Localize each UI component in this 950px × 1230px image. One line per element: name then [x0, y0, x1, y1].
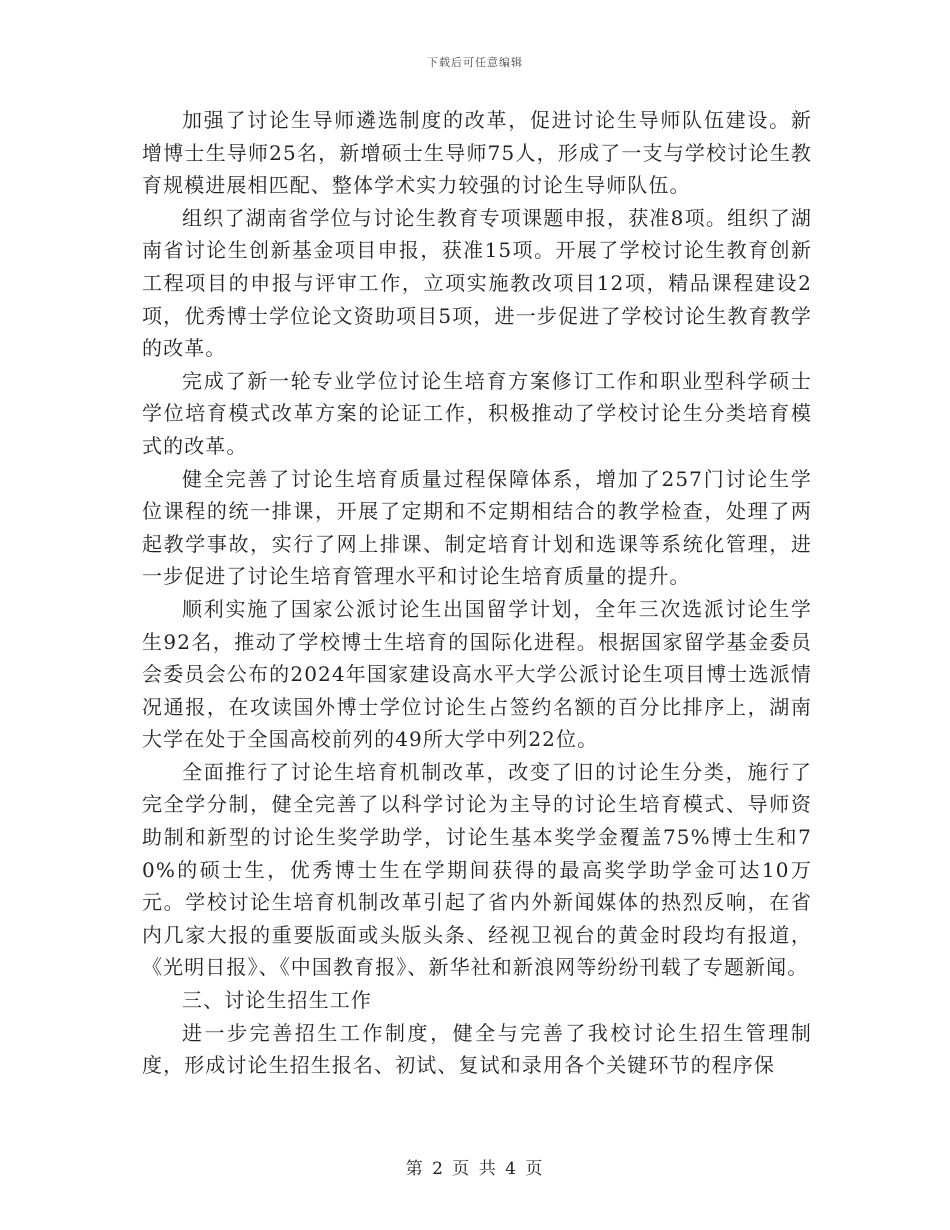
paragraph-mechanism-reform: 全面推行了讨论生培育机制改革，改变了旧的讨论生分类，施行了完全学分制，健全完善了以科学讨论为主导的讨论生培育模式、导师资助制和新型的讨论生奖学助学，讨论生基本奖学金覆盖75%博士生和70%的硕士生，优秀博士生在学期间获得的最高奖学助学金可达10万元。学校讨论生培育机制改革引起了省内外新闻媒体的热烈反响，在省内几家大报的重要版面或头版头条、经视卫视台的黄金时段均有报道，《光明日报》、《中国教育报》、新华社和新浪网等纷纷刊载了专题新闻。: [142, 759, 812, 980]
paragraph-quality-assurance: 健全完善了讨论生培育质量过程保障体系，增加了257门讨论生学位课程的统一排课，开展了定期和不定期相结合的教学检查，处理了两起教学事故，实行了网上排课、制定培育计划和选课等系统化管理，进一步促进了讨论生培育管理水平和讨论生培育质量的提升。: [142, 466, 812, 589]
document-body: [142, 104, 812, 1082]
paragraph-training-program-revision: 完成了新一轮专业学位讨论生培育方案修订工作和职业型科学硕士学位培育模式改革方案的论证工作，积极推动了学校讨论生分类培育模式的改革。: [142, 368, 812, 458]
paragraph-advisor-selection: 加强了讨论生导师遴选制度的改革，促进讨论生导师队伍建设。新增博士生导师25名，新增硕士生导师75人，形成了一支与学校讨论生教育规模进展相匹配、整体学术实力较强的讨论生导师队伍。: [142, 108, 812, 198]
page-header: 下载后可任意编辑: [427, 56, 523, 69]
section-heading-admissions: 三、讨论生招生工作: [182, 988, 372, 1013]
paragraph-research-projects: 组织了湖南省学位与讨论生教育专项课题申报，获准8项。组织了湖南省讨论生创新基金项目申报，获准15项。开展了学校讨论生教育创新工程项目的申报与评审工作，立项实施教改项目12项，精品课程建设2项，优秀博士学位论文资助项目5项，进一步促进了学校讨论生教育教学的改革。: [142, 205, 812, 361]
paragraph-study-abroad: 顺利实施了国家公派讨论生出国留学计划，全年三次选派讨论生学生92名，推动了学校博士生培育的国际化进程。根据国家留学基金委员会委员会公布的2024年国家建设高水平大学公派讨论生项目博士选派情况通报，在攻读国外博士学位讨论生占签约名额的百分比排序上，湖南大学在处于全国高校前列的49所大学中列22位。: [142, 596, 812, 752]
paragraph-admissions-system: 进一步完善招生工作制度，健全与完善了我校讨论生招生管理制度，形成讨论生招生报名、初试、复试和录用各个关键环节的程序保: [142, 1020, 812, 1078]
page-number-footer: 第 2 页 共 4 页: [405, 1159, 545, 1179]
